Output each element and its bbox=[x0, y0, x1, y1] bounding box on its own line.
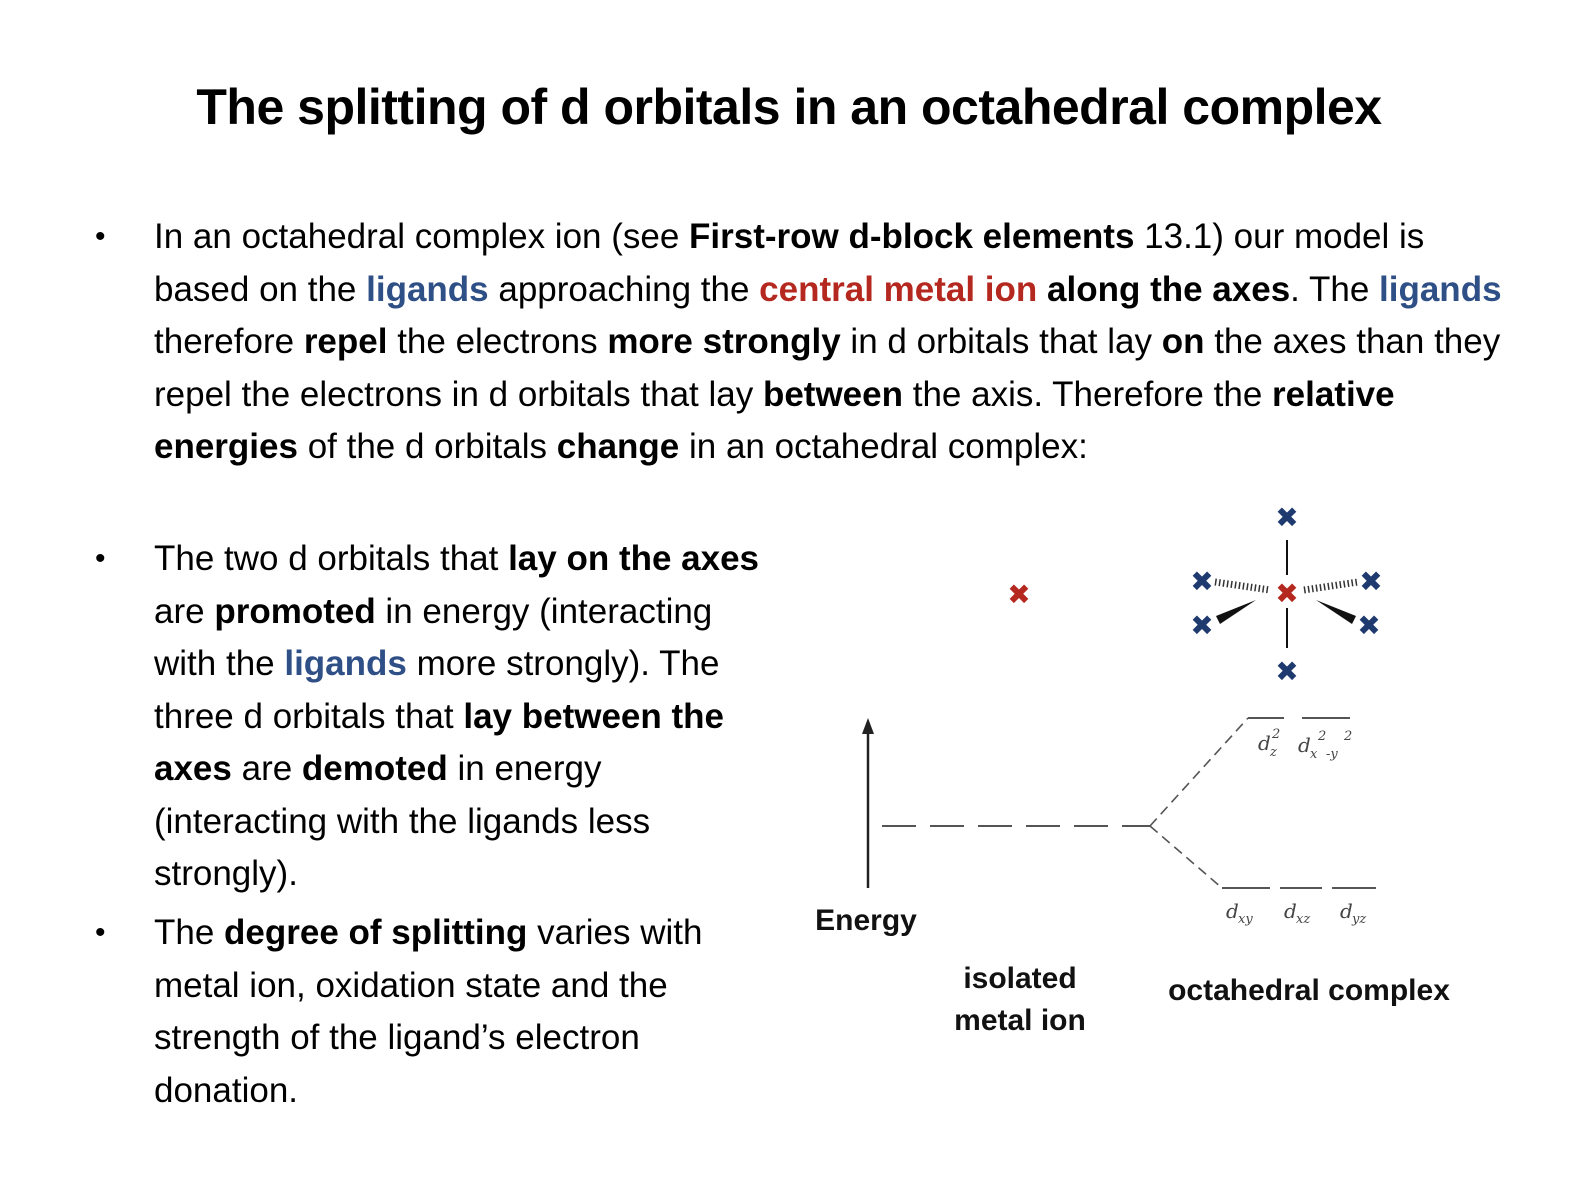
orbital-label-dx2-y2 bbox=[1298, 729, 1352, 762]
svg-text:yz: yz bbox=[1352, 912, 1367, 927]
bold-term: on bbox=[1161, 322, 1205, 361]
bold-term: lay on the axes bbox=[508, 539, 760, 578]
central-metal-marker: ✖ bbox=[1275, 577, 1299, 610]
ligand-marker-front-right: ✖ bbox=[1357, 609, 1381, 642]
bold-term: between bbox=[762, 374, 903, 414]
svg-text:x: x bbox=[1310, 747, 1318, 762]
ligand-marker-back-right: ✖ bbox=[1359, 565, 1383, 598]
svg-text:-y: -y bbox=[1326, 747, 1338, 762]
orbital-label-dxz bbox=[1284, 899, 1310, 927]
bullet-paragraph-3: • The degree of splitting varies with metal ion, oxidation state and the strength of the ligand’s electron donation. bbox=[154, 907, 779, 1117]
ligand-marker-bottom: ✖ bbox=[1275, 655, 1299, 688]
energy-axis-label: Energy bbox=[815, 904, 917, 937]
orbital-label-dxy bbox=[1226, 899, 1253, 927]
ligands-term: ligands bbox=[366, 269, 489, 309]
svg-text:z: z bbox=[1270, 745, 1277, 760]
bond-back-left bbox=[1215, 582, 1270, 590]
bullet-paragraph-2: • The two d orbitals that lay on the axes are promoted in energy (interacting with the ligands more strongly). The three d orbitals that lay between the axes are demoted in energy (interacting with the ligands less strongly). bbox=[154, 533, 779, 901]
svg-text:d: d bbox=[1258, 731, 1271, 755]
bold-term: First-row d-block elements bbox=[689, 217, 1135, 256]
bond-wedge-left bbox=[1216, 600, 1256, 624]
octahedral-complex-label: octahedral complex bbox=[1168, 974, 1450, 1007]
bullet-paragraph-1: • In an octahedral complex ion (see First-row d-block elements 13.1) our model is based on the ligands approaching the central metal ion along the axes. The ligands therefore repel the electrons more strongly in d orbitals that lay on the axes than they repel the electrons in d orbitals that lay between the axis. Therefore the relative energies of the d orbitals change in an octahedral complex: bbox=[154, 211, 1514, 474]
slide-title: The splitting of d orbitals in an octahedral complex bbox=[196, 79, 1382, 135]
ligands-term: ligands bbox=[1379, 269, 1502, 309]
svg-text:xz: xz bbox=[1296, 912, 1311, 927]
energy-axis-arrowhead bbox=[862, 718, 874, 734]
svg-text:2: 2 bbox=[1344, 729, 1353, 744]
split-line-down bbox=[1150, 826, 1222, 888]
svg-text:d: d bbox=[1226, 899, 1239, 923]
bullet-marker: • bbox=[95, 220, 106, 253]
isolated-metal-ion-label-line2: metal ion bbox=[954, 1004, 1086, 1037]
ligands-term: ligands bbox=[284, 644, 407, 683]
svg-text:d: d bbox=[1284, 899, 1297, 923]
bond-wedge-right bbox=[1316, 600, 1356, 624]
bold-term: more strongly bbox=[607, 322, 841, 361]
bold-term: degree of splitting bbox=[224, 913, 528, 952]
bold-term: demoted bbox=[301, 749, 448, 788]
central-metal-ion-term: central metal ion bbox=[759, 269, 1038, 309]
bold-term: change bbox=[556, 427, 680, 466]
svg-text:2: 2 bbox=[1318, 729, 1327, 744]
bullet-marker: • bbox=[95, 916, 106, 949]
svg-text:2: 2 bbox=[1272, 727, 1281, 742]
bold-term: lay between the axes bbox=[154, 696, 724, 788]
octahedral-structure bbox=[1190, 501, 1382, 688]
svg-text:d: d bbox=[1298, 733, 1311, 757]
ligand-marker-top: ✖ bbox=[1275, 501, 1299, 534]
isolated-metal-ion-label-line1: isolated bbox=[963, 962, 1077, 995]
orbital-label-dyz bbox=[1340, 899, 1366, 927]
split-line-up bbox=[1150, 718, 1248, 826]
bold-term: relative energies bbox=[154, 374, 1395, 466]
ligand-marker-front-left: ✖ bbox=[1190, 609, 1214, 642]
bold-term: promoted bbox=[214, 591, 376, 631]
svg-text:xy: xy bbox=[1238, 912, 1253, 927]
bond-back-right bbox=[1304, 582, 1358, 590]
svg-text:d: d bbox=[1340, 899, 1353, 923]
bullet-marker: • bbox=[95, 542, 106, 575]
bold-term: repel bbox=[303, 322, 388, 361]
ligand-marker-back-left: ✖ bbox=[1190, 565, 1214, 598]
orbital-label-dz2 bbox=[1258, 727, 1280, 760]
isolated-metal-ion-marker: ✖ bbox=[1007, 578, 1031, 611]
bold-term: along the axes bbox=[1047, 269, 1291, 309]
